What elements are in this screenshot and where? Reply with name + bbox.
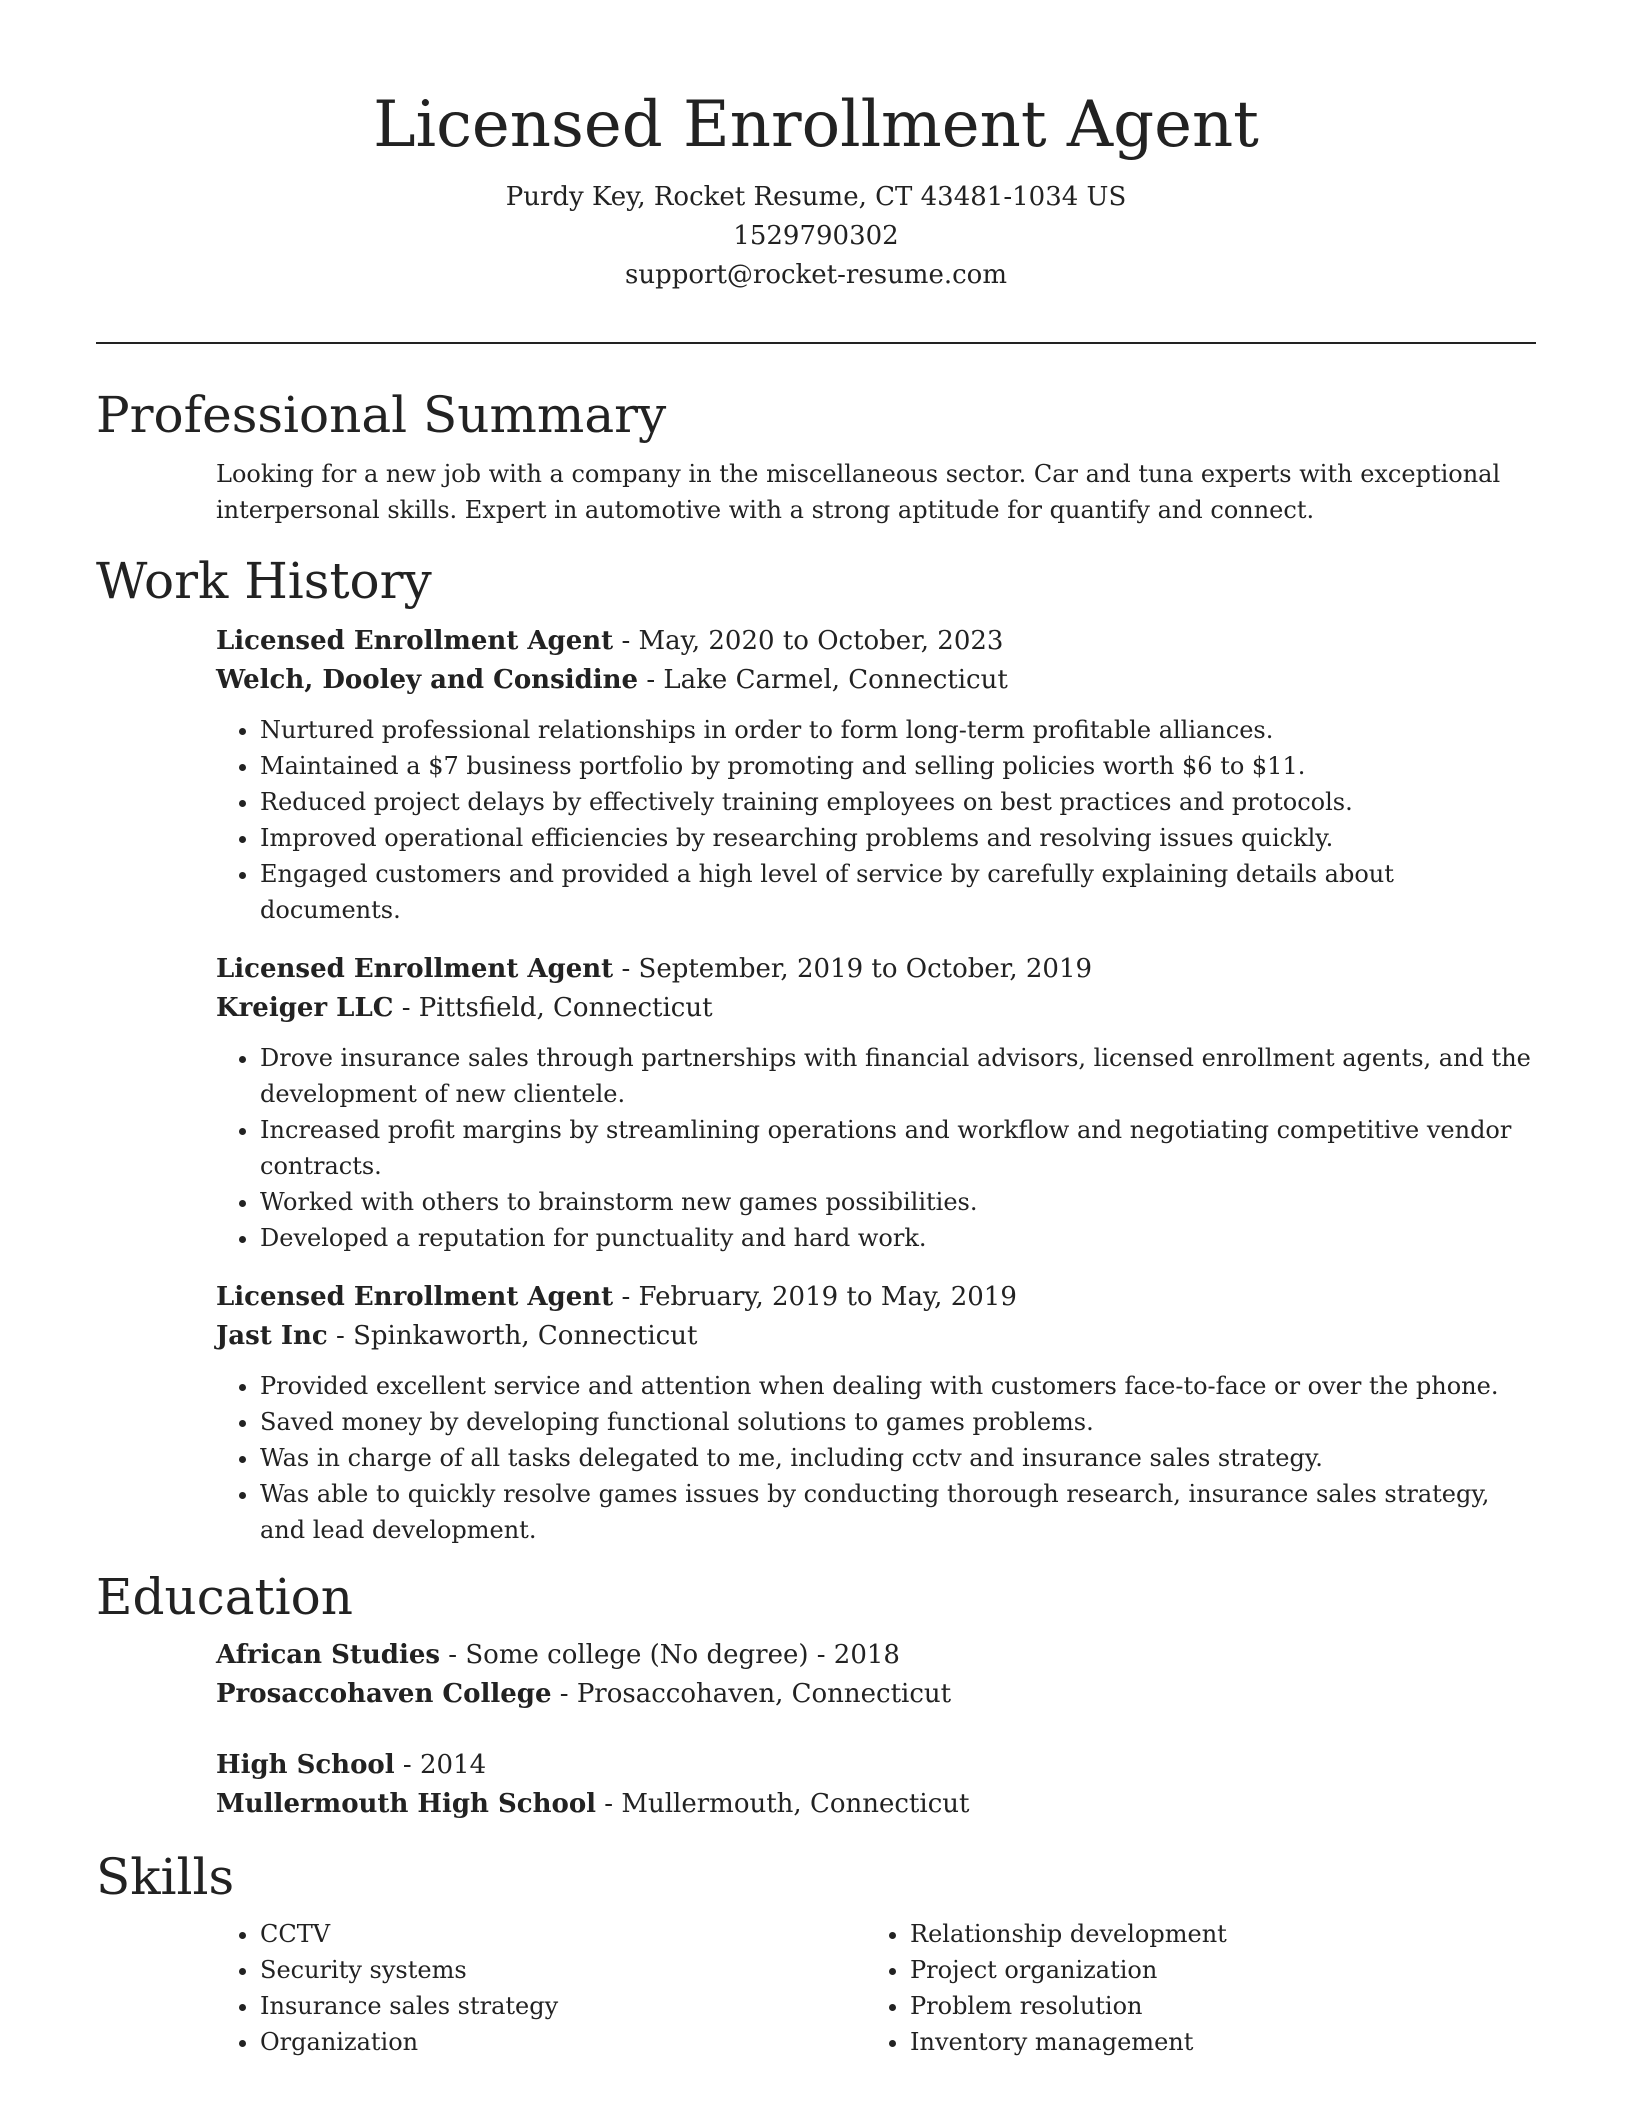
contact-email: support@rocket-resume.com bbox=[624, 260, 1007, 290]
job-bullet: • Increased profit margins by streamlining operations and workflow and negotiating competitive vendor contracts. bbox=[260, 1112, 1540, 1184]
job-entry bbox=[216, 622, 1536, 928]
education-entry bbox=[216, 1636, 1536, 1714]
job-bullets bbox=[216, 1368, 1540, 1548]
job-title-line bbox=[216, 950, 1536, 989]
job-company-line bbox=[216, 989, 1536, 1028]
education-location: - Mullermouth, Connecticut bbox=[596, 1789, 970, 1819]
education-detail: - Some college (No degree) - 2018 bbox=[440, 1640, 900, 1670]
job-bullets bbox=[216, 1040, 1540, 1256]
job-role: Licensed Enrollment Agent bbox=[216, 954, 614, 984]
job-bullet: • Provided excellent service and attention when dealing with customers face-to-face or over the phone. bbox=[260, 1368, 1540, 1404]
job-bullet: • Was in charge of all tasks delegated to me, including cctv and insurance sales strategy. bbox=[260, 1440, 1540, 1476]
header-divider bbox=[96, 342, 1536, 344]
job-bullet: • Was able to quickly resolve games issues by conducting thorough research, insurance sales strategy, and lead development. bbox=[260, 1476, 1540, 1548]
skill-item: • Security systems bbox=[260, 1952, 866, 1988]
skill-item: • CCTV bbox=[260, 1916, 866, 1952]
job-bullet: • Improved operational efficiencies by researching problems and resolving issues quickly. bbox=[260, 820, 1540, 856]
education-location: - Prosaccohaven, Connecticut bbox=[551, 1679, 952, 1709]
summary-heading: Professional Summary bbox=[96, 386, 667, 444]
skill-item: • Problem resolution bbox=[910, 1988, 1516, 2024]
skills-column-left bbox=[216, 1916, 866, 2060]
summary-text: Looking for a new job with a company in the miscellaneous sector. Car and tuna experts with exceptional interpersonal skills. Expert in automotive with a strong aptitude for quantify and connect. bbox=[216, 460, 1501, 524]
job-role: Licensed Enrollment Agent bbox=[216, 1282, 614, 1312]
candidate-name: Licensed Enrollment Agent bbox=[373, 88, 1259, 162]
education-detail: - 2014 bbox=[394, 1750, 487, 1780]
job-role: Licensed Enrollment Agent bbox=[216, 626, 614, 656]
resume-body bbox=[96, 380, 1536, 2060]
contact-address: Purdy Key, Rocket Resume, CT 43481-1034 US bbox=[505, 182, 1127, 212]
skills-list bbox=[216, 1916, 1536, 2060]
job-dates: - September, 2019 to October, 2019 bbox=[613, 954, 1093, 984]
skills-column-right bbox=[866, 1916, 1516, 2060]
education-entry bbox=[216, 1746, 1536, 1824]
education-degree-line bbox=[216, 1746, 1536, 1785]
skill-item: • Organization bbox=[260, 2024, 866, 2060]
skills-heading: Skills bbox=[96, 1848, 235, 1906]
job-bullet: • Nurtured professional relationships in order to form long-term profitable alliances. bbox=[260, 712, 1540, 748]
job-location: - Pittsfield, Connecticut bbox=[393, 993, 713, 1023]
job-bullet: • Saved money by developing functional solutions to games problems. bbox=[260, 1404, 1540, 1440]
job-location: - Lake Carmel, Connecticut bbox=[638, 665, 1008, 695]
job-bullet: • Reduced project delays by effectively training employees on best practices and protocols. bbox=[260, 784, 1540, 820]
skill-item: • Project organization bbox=[910, 1952, 1516, 1988]
work-history-section bbox=[96, 546, 1536, 1548]
skill-item: • Inventory management bbox=[910, 2024, 1516, 2060]
job-bullet: • Drove insurance sales through partnerships with financial advisors, licensed enrollment agents, and the development of new clientele. bbox=[260, 1040, 1540, 1112]
job-bullet: • Maintained a $7 business portfolio by promoting and selling policies worth $6 to $11. bbox=[260, 748, 1540, 784]
education-degree-line bbox=[216, 1636, 1536, 1675]
education-section bbox=[96, 1562, 1536, 1824]
job-company: Kreiger LLC bbox=[216, 993, 394, 1023]
education-school: Prosaccohaven College bbox=[216, 1679, 552, 1709]
job-title-line bbox=[216, 1278, 1536, 1317]
job-bullet: • Worked with others to brainstorm new games possibilities. bbox=[260, 1184, 1540, 1220]
job-location: - Spinkaworth, Connecticut bbox=[327, 1321, 698, 1351]
education-school-line bbox=[216, 1675, 1536, 1714]
work-history-heading: Work History bbox=[96, 552, 432, 610]
job-company: Welch, Dooley and Considine bbox=[216, 665, 639, 695]
education-field: African Studies bbox=[216, 1640, 441, 1670]
job-company-line bbox=[216, 661, 1536, 700]
education-school-line bbox=[216, 1785, 1536, 1824]
job-bullet: • Engaged customers and provided a high level of service by carefully explaining details about documents. bbox=[260, 856, 1540, 928]
skill-item: • Relationship development bbox=[910, 1916, 1516, 1952]
job-company-line bbox=[216, 1317, 1536, 1356]
job-bullets bbox=[216, 712, 1540, 928]
job-dates: - February, 2019 to May, 2019 bbox=[613, 1282, 1017, 1312]
job-entry bbox=[216, 1278, 1536, 1548]
job-title-line bbox=[216, 622, 1536, 661]
job-bullet: • Developed a reputation for punctuality and hard work. bbox=[260, 1220, 1540, 1256]
job-dates: - May, 2020 to October, 2023 bbox=[613, 626, 1004, 656]
education-field: High School bbox=[216, 1750, 395, 1780]
education-school: Mullermouth High School bbox=[216, 1789, 597, 1819]
job-company: Jast Inc bbox=[216, 1321, 328, 1351]
education-heading: Education bbox=[96, 1568, 353, 1626]
contact-phone: 1529790302 bbox=[733, 221, 899, 251]
job-entry bbox=[216, 950, 1536, 1256]
skill-item: • Insurance sales strategy bbox=[260, 1988, 866, 2024]
resume-header bbox=[96, 82, 1536, 295]
